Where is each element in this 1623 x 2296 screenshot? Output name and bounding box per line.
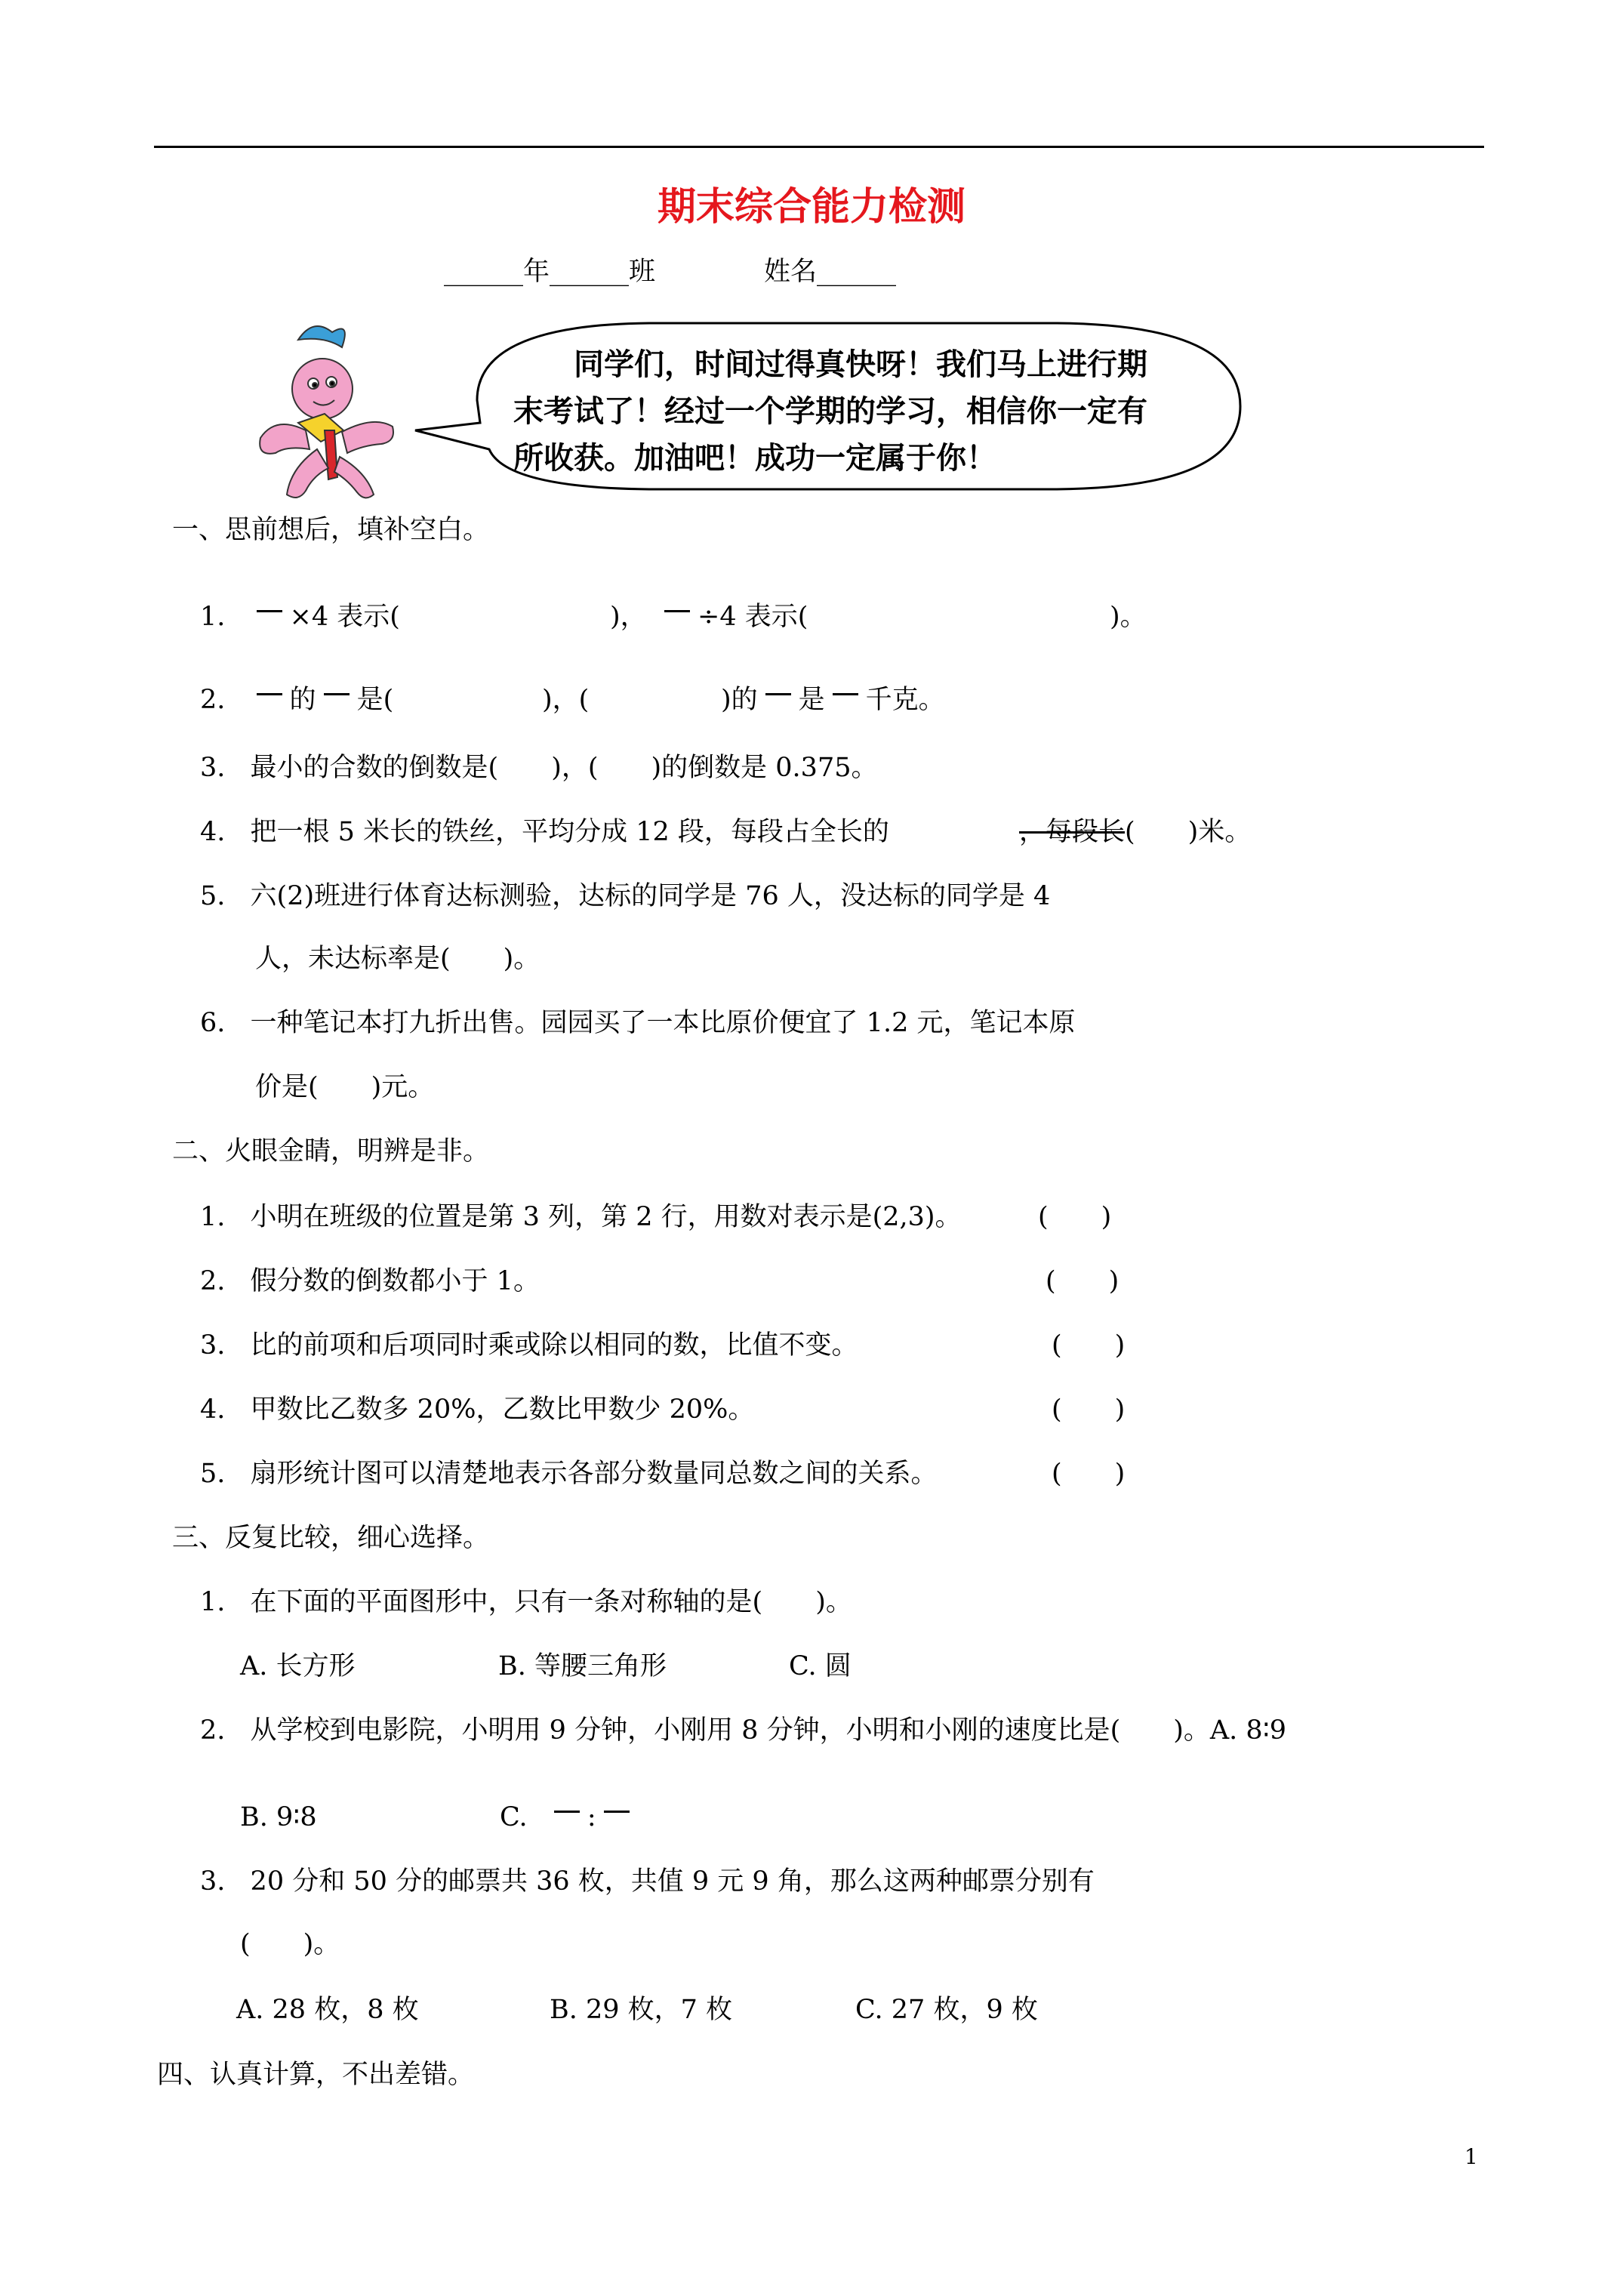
question-number: 1.	[200, 1202, 226, 1232]
judge-blank: ( )	[1038, 1202, 1112, 1232]
option-b: B. 29 枚，7 枚	[550, 1995, 733, 2025]
section-4-heading: 四、认真计算，不出差错。	[157, 2060, 475, 2090]
question-number: 3.	[200, 1330, 226, 1361]
q5-line-1: 六(2)班进行体育达标测验，达标的同学是 76 人，没达标的同学是 4	[250, 881, 1051, 911]
top-rule	[154, 146, 1484, 148]
question-number: 3.	[200, 753, 226, 783]
name-field: 姓名______	[764, 257, 897, 287]
q2-text-b: 是(	[356, 685, 394, 715]
q3-3-line-1: 20 分和 50 分的邮票共 36 枚，共值 9 元 9 角，那么这两种邮票分别有	[250, 1866, 1095, 1897]
q2-text-f: 千克。	[865, 685, 945, 715]
fraction-placeholder	[765, 693, 791, 695]
q6-line-1: 一种笔记本打九折出售。园园买了一本比原价便宜了 1.2 元，笔记本原	[250, 1008, 1076, 1038]
option-b: B. 9∶8	[240, 1802, 317, 1832]
question-1-6	[200, 1006, 1075, 1040]
question-number: 2.	[200, 1266, 226, 1296]
section-1-heading: 一、思前想后，填补空白。	[172, 515, 490, 545]
judge-item	[200, 1265, 540, 1298]
q2-text-c: )，(	[542, 685, 590, 715]
fraction-placeholder	[664, 610, 690, 612]
question-number: 5.	[200, 881, 226, 911]
judge-item	[200, 1393, 754, 1426]
question-1-5	[200, 880, 1050, 913]
mascot-icon	[253, 317, 404, 506]
q1-text-a: ×4 表示(	[289, 602, 400, 632]
judge-blank: ( )	[1046, 1266, 1119, 1296]
page-number: 1	[1464, 2144, 1478, 2169]
q5-line-2: 人，未达标率是( )。	[255, 944, 540, 974]
question-1-3	[200, 751, 878, 784]
page-title: 期末综合能力检测	[657, 185, 965, 230]
question-1-1	[200, 600, 400, 633]
option-c	[500, 1801, 637, 1834]
judge-item	[200, 1457, 938, 1490]
bubble-line-3: 所收获。加油吧！成功一定属于你！	[513, 441, 996, 476]
q4-strike-text: ，每段长	[1019, 817, 1126, 847]
judge-text: 假分数的倒数都小于 1。	[250, 1266, 540, 1296]
question-1-2	[200, 683, 393, 717]
judge-blank: ( )	[1052, 1330, 1126, 1361]
ratio-colon: :	[587, 1802, 596, 1832]
question-3-2	[200, 1714, 1286, 1747]
q2-part-2	[721, 683, 945, 717]
bubble-line-2: 末考试了！经过一个学期的学习，相信你一定有	[513, 394, 1147, 429]
option-c-label: C.	[500, 1802, 528, 1832]
judge-text: 扇形统计图可以清楚地表示各部分数量同总数之间的关系。	[250, 1459, 938, 1489]
fraction-placeholder	[257, 610, 282, 612]
option-a: A. 长方形	[240, 1651, 356, 1681]
question-number: 2.	[200, 685, 226, 715]
question-number: 2.	[200, 1715, 226, 1746]
question-3-3	[200, 1865, 1095, 1898]
q6-line-2: 价是( )元。	[255, 1072, 435, 1102]
fraction-placeholder	[554, 1811, 580, 1813]
fraction-placeholder	[833, 693, 858, 695]
class-field: ______年______班	[444, 257, 656, 287]
q2-text-e: 是	[798, 685, 825, 715]
judge-blank: ( )	[1052, 1395, 1126, 1425]
q1-text-d: )。	[1110, 602, 1147, 632]
option-c: C. 圆	[789, 1651, 852, 1681]
option-c: C. 27 枚，9 枚	[855, 1995, 1038, 2025]
q4-text: 把一根 5 米长的铁丝，平均分成 12 段，每段占全长的	[250, 817, 889, 847]
bubble-line-1: 同学们，时间过得真快呀！我们马上进行期	[513, 347, 1147, 382]
judge-text: 比的前项和后项同时乘或除以相同的数，比值不变。	[250, 1330, 858, 1361]
q1-part-2	[657, 600, 808, 633]
q4-tail-text: ( )米。	[1125, 817, 1252, 847]
judge-item	[200, 1329, 858, 1362]
judge-item	[200, 1200, 962, 1234]
option-a: A. 28 枚，8 枚	[236, 1995, 419, 2025]
q1-text-b: )，	[610, 602, 647, 632]
fraction-placeholder	[257, 693, 282, 695]
question-number: 4.	[200, 1395, 226, 1425]
section-2-heading: 二、火眼金睛，明辨是非。	[172, 1136, 490, 1166]
q2-text-a: 的	[289, 685, 316, 715]
fraction-placeholder	[604, 1811, 630, 1813]
question-3-1	[200, 1586, 852, 1619]
question-number: 4.	[200, 817, 226, 847]
q3-text: 最小的合数的倒数是( )，( )的倒数是 0.375。	[250, 753, 878, 783]
judge-text: 甲数比乙数多 20%，乙数比甲数少 20%。	[250, 1395, 755, 1425]
question-number: 1.	[200, 1587, 226, 1617]
q3-2-text: 从学校到电影院，小明用 9 分钟，小刚用 8 分钟，小明和小刚的速度比是( )。A. 8∶9	[250, 1715, 1287, 1746]
question-number: 3.	[200, 1866, 226, 1897]
q2-text-d: )的	[721, 685, 758, 715]
option-b: B. 等腰三角形	[498, 1651, 667, 1681]
fraction-placeholder	[324, 693, 350, 695]
q3-3-line-2: ( )。	[240, 1929, 340, 1959]
q1-text-c: ÷4 表示(	[698, 602, 808, 632]
judge-text: 小明在班级的位置是第 3 列，第 2 行，用数对表示是(2,3)。	[250, 1202, 962, 1232]
q4-tail	[1019, 815, 1251, 849]
question-number: 6.	[200, 1008, 226, 1038]
question-number: 5.	[200, 1459, 226, 1489]
q3-1-text: 在下面的平面图形中，只有一条对称轴的是( )。	[250, 1587, 852, 1617]
question-1-4	[200, 815, 889, 849]
question-number: 1.	[200, 602, 226, 632]
judge-blank: ( )	[1052, 1459, 1126, 1489]
section-3-heading: 三、反复比较，细心选择。	[172, 1523, 490, 1553]
